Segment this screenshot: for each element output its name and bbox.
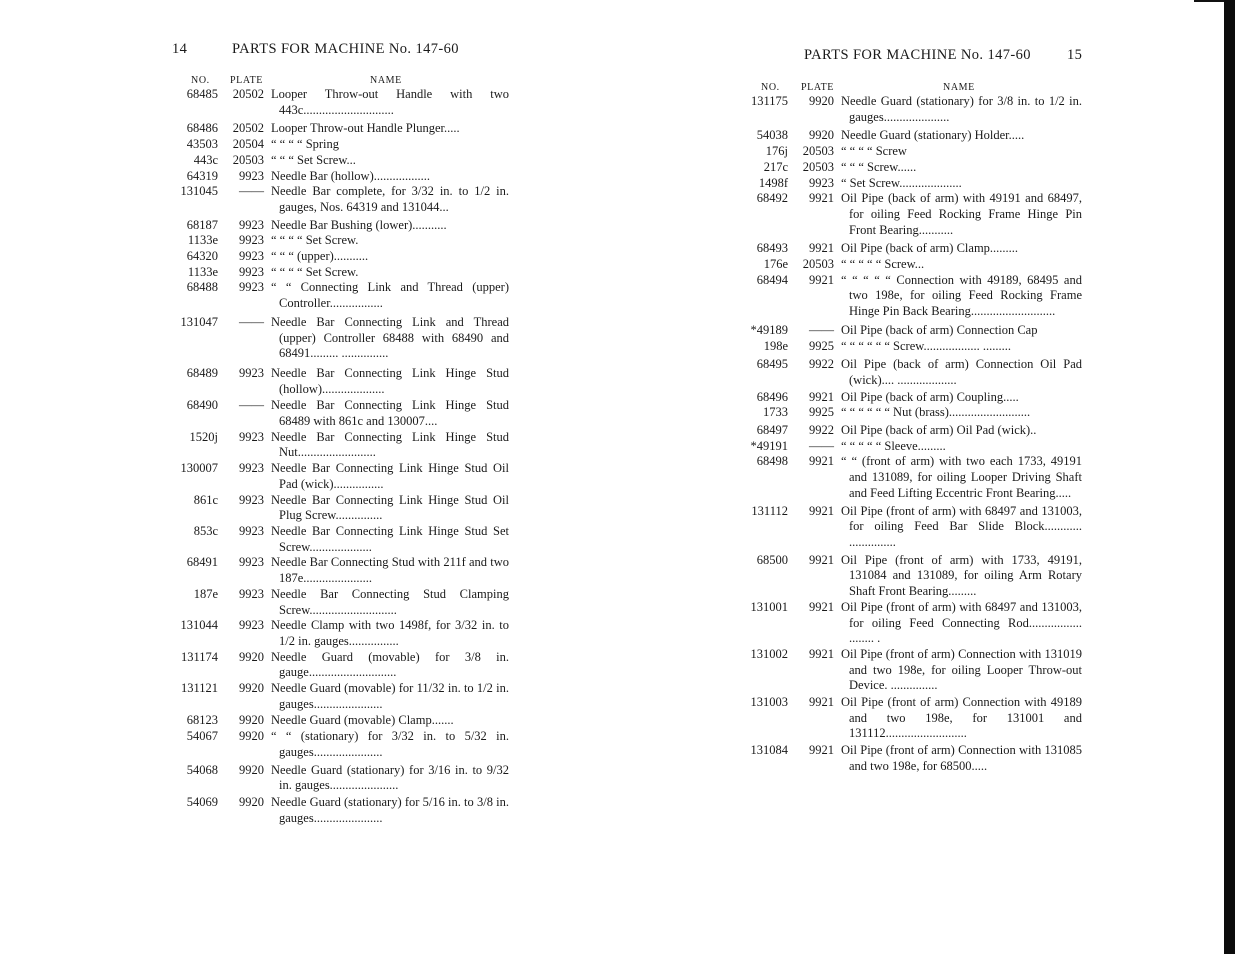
plate-number: 9923 bbox=[239, 168, 264, 183]
parts-entry bbox=[740, 323, 1082, 339]
parts-entry bbox=[176, 315, 509, 362]
part-name: Oil Pipe (back of arm) Clamp......... bbox=[841, 241, 1019, 256]
plate-number: —— bbox=[239, 398, 264, 413]
parts-entry bbox=[740, 273, 1082, 320]
part-number: 198e bbox=[763, 338, 788, 353]
parts-entry bbox=[740, 160, 1082, 176]
plate-number: 9923 bbox=[239, 618, 264, 633]
parts-entry bbox=[176, 265, 509, 281]
part-name: Oil Pipe (back of arm) Connection Cap bbox=[841, 322, 1038, 337]
left-parts-list bbox=[176, 87, 509, 826]
part-name: Needle Bar Connecting Link Hinge Stud Set Screw.................... bbox=[271, 523, 509, 554]
parts-entry bbox=[740, 339, 1082, 355]
part-number: 131174 bbox=[180, 649, 218, 664]
parts-entry bbox=[740, 390, 1082, 406]
plate-number: 9921 bbox=[809, 599, 834, 614]
plate-number: 9923 bbox=[239, 461, 264, 476]
plate-number: 20502 bbox=[232, 87, 264, 101]
part-name: “ “ “ “ Set Screw. bbox=[271, 233, 359, 248]
right-col-name-header: NAME bbox=[943, 82, 975, 93]
part-number: 131044 bbox=[180, 618, 218, 633]
parts-entry bbox=[740, 647, 1082, 694]
part-number: 131003 bbox=[750, 695, 788, 710]
part-number: 853c bbox=[193, 523, 218, 538]
right-parts-list bbox=[740, 94, 1082, 775]
right-page-number: 15 bbox=[1067, 47, 1083, 63]
part-number: 1133e bbox=[187, 264, 218, 279]
parts-entry bbox=[740, 695, 1082, 742]
plate-number: —— bbox=[239, 314, 264, 329]
part-number: 68485 bbox=[186, 87, 218, 101]
part-number: 443c bbox=[193, 152, 218, 167]
part-number: 131002 bbox=[750, 646, 788, 661]
part-name: Oil Pipe (front of arm) Connection with 131085 and two 198e, for 68500..... bbox=[841, 743, 1082, 773]
parts-entry bbox=[176, 233, 509, 249]
part-number: 187e bbox=[193, 586, 218, 601]
part-name: “ “ (stationary) for 3/32 in. to 5/32 in. gauges...................... bbox=[271, 729, 509, 759]
parts-entry bbox=[176, 524, 509, 555]
plate-number: 9923 bbox=[239, 217, 264, 232]
part-number: 68493 bbox=[756, 241, 788, 256]
plate-number: 9920 bbox=[239, 794, 264, 809]
part-number: 131084 bbox=[750, 743, 788, 758]
parts-entry bbox=[740, 504, 1082, 551]
part-name: Needle Guard (stationary) for 3/8 in. to 1/2 in. gauges..................... bbox=[841, 94, 1082, 124]
part-number: 43503 bbox=[186, 137, 218, 152]
part-number: 54068 bbox=[186, 762, 218, 777]
part-number: 68497 bbox=[756, 423, 788, 438]
part-name: “ “ “ “ “ “ Nut (brass).......................... bbox=[841, 405, 1031, 420]
parts-entry bbox=[176, 618, 509, 649]
parts-entry bbox=[740, 600, 1082, 647]
part-number: 217c bbox=[763, 159, 788, 174]
parts-entry bbox=[740, 94, 1082, 125]
parts-entry bbox=[176, 555, 509, 586]
parts-entry bbox=[176, 153, 509, 169]
parts-entry bbox=[740, 191, 1082, 238]
part-number: 54067 bbox=[186, 729, 218, 744]
part-name: “ “ “ “ Spring bbox=[271, 137, 340, 152]
part-name: Needle Bar complete, for 3/32 in. to 1/2 in. gauges, Nos. 64319 and 131044... bbox=[271, 184, 509, 214]
parts-entry bbox=[740, 144, 1082, 160]
part-name: Needle Guard (stationary) Holder..... bbox=[841, 128, 1025, 143]
plate-number: —— bbox=[809, 438, 834, 453]
part-name: Oil Pipe (back of arm) with 49191 and 68497, for oiling Feed Rocking Frame Hinge Pin Front Bearing........... bbox=[841, 191, 1082, 237]
parts-entry bbox=[176, 184, 509, 215]
plate-number: 9921 bbox=[809, 191, 834, 206]
part-name: “ “ “ (upper)........... bbox=[271, 249, 369, 264]
plate-number: 20503 bbox=[232, 152, 264, 167]
parts-entry bbox=[740, 357, 1082, 388]
plate-number: 9923 bbox=[239, 586, 264, 601]
part-name: Needle Bar Connecting Stud with 211f and two 187e...................... bbox=[271, 555, 509, 586]
parts-entry bbox=[740, 176, 1082, 192]
part-number: 176e bbox=[763, 257, 788, 272]
parts-entry bbox=[740, 241, 1082, 257]
part-name: Needle Clamp with two 1498f, for 3/32 in. to 1/2 in. gauges................ bbox=[271, 618, 509, 648]
parts-entry bbox=[176, 795, 509, 826]
parts-entry bbox=[176, 280, 509, 311]
part-number: 68492 bbox=[756, 191, 788, 206]
plate-number: 9921 bbox=[809, 552, 834, 567]
plate-number: 9923 bbox=[239, 555, 264, 570]
right-running-head: PARTS FOR MACHINE No. 147-60 bbox=[804, 47, 1031, 63]
part-number: *49191 bbox=[750, 438, 788, 453]
part-name: Looper Throw-out Handle with two 443c............................. bbox=[271, 87, 509, 117]
part-number: 861c bbox=[193, 492, 218, 507]
part-number: 68488 bbox=[186, 280, 218, 295]
parts-entry bbox=[740, 257, 1082, 273]
part-name: “ “ “ “ Screw bbox=[841, 144, 907, 159]
part-name: Needle Bar Connecting Link Hinge Stud Oil Plug Screw............... bbox=[271, 492, 509, 523]
part-name: “ “ “ “ “ “ Screw.................. ......... bbox=[841, 338, 1011, 353]
plate-number: 9920 bbox=[239, 681, 264, 696]
left-page-number: 14 bbox=[172, 41, 188, 57]
part-number: 54069 bbox=[186, 794, 218, 809]
plate-number: 9923 bbox=[239, 264, 264, 279]
plate-number: 9925 bbox=[809, 405, 834, 420]
part-number: 1520j bbox=[189, 429, 218, 444]
plate-number: 9920 bbox=[239, 729, 264, 744]
part-name: Needle Bar (hollow).................. bbox=[271, 168, 430, 183]
parts-entry bbox=[176, 398, 509, 429]
part-number: *49189 bbox=[750, 322, 788, 337]
parts-entry bbox=[176, 650, 509, 681]
part-name: “ “ “ “ “ Screw... bbox=[841, 257, 925, 272]
part-name: Oil Pipe (front of arm) with 68497 and 131003, for oiling Feed Connecting Rod................. ........ . bbox=[841, 599, 1082, 646]
left-col-name-header: NAME bbox=[370, 75, 402, 86]
part-name: Oil Pipe (back of arm) Coupling..... bbox=[841, 389, 1019, 404]
parts-entry bbox=[176, 587, 509, 618]
plate-number: 9923 bbox=[239, 233, 264, 248]
plate-number: 9921 bbox=[809, 695, 834, 710]
parts-entry bbox=[176, 461, 509, 492]
part-name: Needle Bar Connecting Link Hinge Stud 68489 with 861c and 130007.... bbox=[271, 398, 509, 429]
part-name: Looper Throw-out Handle Plunger..... bbox=[271, 121, 460, 136]
plate-number: 9923 bbox=[809, 175, 834, 190]
part-name: “ “ “ Set Screw... bbox=[271, 152, 356, 167]
part-number: 54038 bbox=[756, 128, 788, 143]
plate-number: —— bbox=[239, 184, 264, 199]
parts-entry bbox=[176, 218, 509, 234]
plate-number: 9921 bbox=[809, 646, 834, 661]
part-name: Needle Guard (movable) Clamp....... bbox=[271, 713, 454, 728]
part-name: “ “ “ “ “ Sleeve......... bbox=[841, 438, 946, 453]
part-number: 131112 bbox=[751, 503, 788, 518]
plate-number: 9920 bbox=[239, 649, 264, 664]
part-number: 131045 bbox=[180, 184, 218, 199]
part-name: Needle Bar Connecting Link Hinge Stud Oil Pad (wick)................ bbox=[271, 461, 509, 491]
parts-entry bbox=[176, 430, 509, 461]
part-number: 131175 bbox=[750, 94, 788, 108]
part-name: “ Set Screw.................... bbox=[841, 175, 962, 190]
part-number: 1733 bbox=[763, 405, 788, 420]
plate-number: 9923 bbox=[239, 429, 264, 444]
part-name: “ “ “ Screw...... bbox=[841, 159, 917, 174]
part-name: “ “ (front of arm) with two each 1733, 49191 and 131089, for oiling Looper Driving Shaft and Feed Lifting Eccentric Front Bearing..... bbox=[841, 454, 1082, 500]
part-number: 68498 bbox=[756, 454, 788, 469]
parts-entry bbox=[740, 454, 1082, 501]
plate-number: 9923 bbox=[239, 365, 264, 380]
plate-number: 20503 bbox=[802, 257, 834, 272]
plate-number: 9921 bbox=[809, 272, 834, 287]
part-number: 131121 bbox=[180, 681, 218, 696]
part-number: 68495 bbox=[756, 357, 788, 372]
parts-entry bbox=[176, 249, 509, 265]
plate-number: 9923 bbox=[239, 280, 264, 295]
part-number: 68490 bbox=[186, 398, 218, 413]
plate-number: 9920 bbox=[809, 94, 834, 108]
part-name: Needle Bar Connecting Stud Clamping Screw............................ bbox=[271, 586, 509, 617]
parts-entry bbox=[176, 493, 509, 524]
part-name: Oil Pipe (back of arm) Connection Oil Pad (wick).... ................... bbox=[841, 357, 1082, 387]
part-name: Needle Bar Connecting Link Hinge Stud Nut......................... bbox=[271, 429, 509, 460]
plate-number: 9925 bbox=[809, 338, 834, 353]
parts-entry bbox=[176, 729, 509, 760]
part-number: 1133e bbox=[187, 233, 218, 248]
part-number: 68486 bbox=[186, 121, 218, 136]
part-number: 176j bbox=[765, 144, 788, 159]
part-name: Needle Bar Bushing (lower)........... bbox=[271, 217, 447, 232]
plate-number: 20503 bbox=[802, 159, 834, 174]
plate-number: 9921 bbox=[809, 454, 834, 469]
part-name: “ “ “ “ “ Connection with 49189, 68495 and two 198e, for oiling Feed Rocking Frame Hinge Pin Back Bearing........................... bbox=[841, 272, 1082, 319]
parts-entry bbox=[176, 681, 509, 712]
part-number: 64320 bbox=[186, 249, 218, 264]
part-name: “ “ “ “ Set Screw. bbox=[271, 264, 359, 279]
part-number: 68496 bbox=[756, 389, 788, 404]
plate-number: 9920 bbox=[239, 762, 264, 777]
part-name: Needle Guard (stationary) for 5/16 in. to 3/8 in. gauges...................... bbox=[271, 794, 509, 825]
parts-entry bbox=[176, 713, 509, 729]
plate-number: 20503 bbox=[802, 144, 834, 159]
part-number: 68489 bbox=[186, 365, 218, 380]
parts-entry bbox=[740, 743, 1082, 774]
parts-entry bbox=[176, 137, 509, 153]
part-name: Needle Guard (stationary) for 3/16 in. to 9/32 in. gauges...................... bbox=[271, 762, 509, 793]
part-number: 68494 bbox=[756, 272, 788, 287]
part-number: 68123 bbox=[186, 713, 218, 728]
plate-number: 9921 bbox=[809, 743, 834, 758]
plate-number: 9920 bbox=[809, 128, 834, 143]
part-name: Oil Pipe (front of arm) Connection with 131019 and two 198e, for oiling Looper Throw-out Device. ............... bbox=[841, 646, 1082, 693]
part-number: 130007 bbox=[180, 461, 218, 476]
left-running-head: PARTS FOR MACHINE No. 147-60 bbox=[232, 41, 459, 57]
plate-number: 9922 bbox=[809, 423, 834, 438]
parts-entry bbox=[740, 553, 1082, 600]
book-spine-edge bbox=[1224, 0, 1235, 954]
part-name: Needle Guard (movable) for 3/8 in. gauge............................ bbox=[271, 649, 509, 680]
plate-number: 20502 bbox=[232, 121, 264, 136]
parts-entry bbox=[176, 121, 509, 137]
part-number: 131001 bbox=[750, 599, 788, 614]
parts-entry bbox=[176, 763, 509, 794]
part-number: 68500 bbox=[756, 552, 788, 567]
plate-number: 9922 bbox=[809, 357, 834, 372]
plate-number: 20504 bbox=[232, 137, 264, 152]
plate-number: —— bbox=[809, 322, 834, 337]
parts-entry bbox=[740, 423, 1082, 439]
left-col-no-header: NO. bbox=[191, 75, 210, 86]
plate-number: 9923 bbox=[239, 492, 264, 507]
part-number: 68187 bbox=[186, 217, 218, 232]
plate-number: 9923 bbox=[239, 523, 264, 538]
parts-entry bbox=[740, 405, 1082, 421]
left-col-plate-header: PLATE bbox=[230, 75, 263, 86]
part-name: Needle Bar Connecting Link Hinge Stud (hollow).................... bbox=[271, 365, 509, 396]
parts-entry bbox=[176, 169, 509, 185]
parts-entry bbox=[176, 366, 509, 397]
part-name: Oil Pipe (back of arm) Oil Pad (wick).. bbox=[841, 423, 1037, 438]
part-name: Needle Guard (movable) for 11/32 in. to 1/2 in. gauges...................... bbox=[271, 681, 509, 711]
plate-number: 9921 bbox=[809, 241, 834, 256]
part-name: Oil Pipe (front of arm) Connection with 49189 and two 198e, for 131001 and 131112.......................... bbox=[841, 695, 1082, 741]
parts-entry bbox=[176, 87, 509, 118]
part-number: 1498f bbox=[758, 175, 788, 190]
right-col-no-header: NO. bbox=[761, 82, 780, 93]
part-number: 68491 bbox=[186, 555, 218, 570]
part-name: Needle Bar Connecting Link and Thread (upper) Controller 68488 with 68490 and 68491......... ............... bbox=[271, 314, 509, 361]
plate-number: 9923 bbox=[239, 249, 264, 264]
plate-number: 9920 bbox=[239, 713, 264, 728]
part-name: Oil Pipe (front of arm) with 1733, 49191, 131084 and 131089, for oiling Arm Rotary Shaft Front Bearing......... bbox=[841, 552, 1082, 599]
plate-number: 9921 bbox=[809, 389, 834, 404]
right-col-plate-header: PLATE bbox=[801, 82, 834, 93]
part-name: “ “ Connecting Link and Thread (upper) Controller................. bbox=[271, 280, 509, 311]
parts-entry bbox=[740, 439, 1082, 455]
part-number: 64319 bbox=[186, 168, 218, 183]
part-number: 131047 bbox=[180, 314, 218, 329]
parts-entry bbox=[740, 128, 1082, 144]
part-name: Oil Pipe (front of arm) with 68497 and 131003, for oiling Feed Bar Slide Block............ ............... bbox=[841, 503, 1082, 549]
plate-number: 9921 bbox=[809, 503, 834, 518]
